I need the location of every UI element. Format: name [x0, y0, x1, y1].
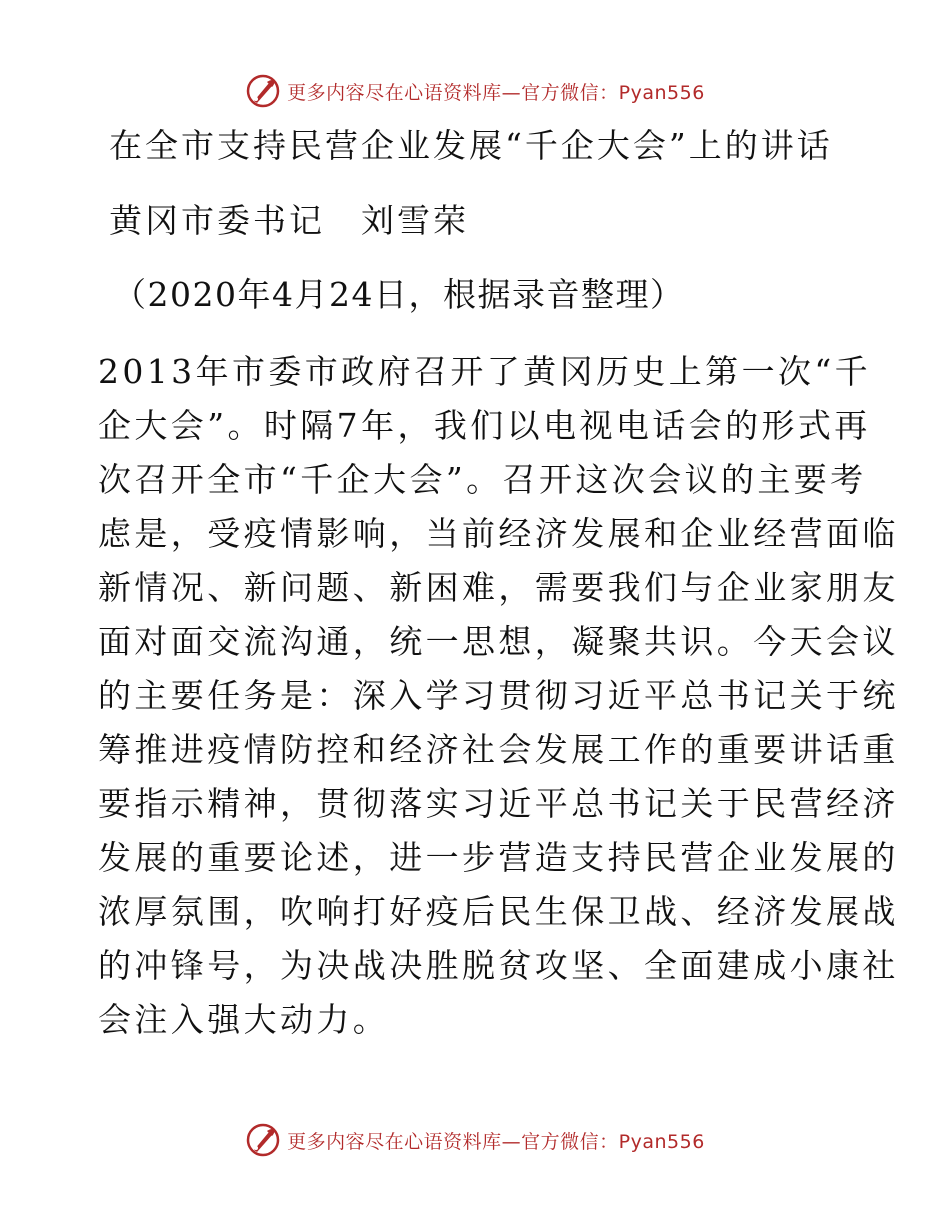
paragraph-line: 的主要任务是：深入学习贯彻习近平总书记关于统: [98, 676, 899, 715]
paragraph-line: 新情况、新问题、新困难，需要我们与企业家朋友: [98, 568, 899, 607]
body-paragraph: [98, 345, 899, 1047]
paragraph-line: 虑是，受疫情影响，当前经济发展和企业经营面临: [98, 514, 899, 553]
paragraph-line: 会注入强大动力。: [98, 1000, 390, 1039]
paragraph-line: 要指示精神，贯彻落实习近平总书记关于民营经济: [98, 784, 899, 823]
watermark-text: 更多内容尽在心语资料库—官方微信：Pyan556: [287, 1130, 705, 1153]
paragraph-line: 发展的重要论述，进一步营造支持民营企业发展的: [98, 838, 899, 877]
author-line: 黄冈市委书记 刘雪荣: [109, 201, 469, 240]
document-title: 在全市支持民营企业发展“千企大会”上的讲话: [109, 126, 833, 165]
quill-logo-icon: [245, 1122, 281, 1158]
paragraph-line: 面对面交流沟通，统一思想，凝聚共识。今天会议: [98, 622, 899, 661]
paragraph-line: 2013年市委市政府召开了黄冈历史上第一次“千: [98, 352, 872, 391]
quill-logo-icon: [245, 73, 281, 109]
paragraph-line: 的冲锋号，为决战决胜脱贫攻坚、全面建成小康社: [98, 946, 899, 985]
watermark-text: 更多内容尽在心语资料库—官方微信：Pyan556: [287, 81, 705, 104]
paragraph-line: 次召开全市“千企大会”。召开这次会议的主要考: [98, 460, 867, 499]
header-watermark-banner: [0, 71, 950, 111]
paragraph-line: 筹推进疫情防控和经济社会发展工作的重要讲话重: [98, 730, 899, 769]
paragraph-line: 企大会”。时隔7年，我们以电视电话会的形式再: [98, 406, 871, 445]
paragraph-line: 浓厚氛围，吹响打好疫后民生保卫战、经济发展战: [98, 892, 899, 931]
date-note: （2020年4月24日，根据录音整理）: [113, 275, 685, 314]
footer-watermark-banner: [0, 1120, 950, 1160]
